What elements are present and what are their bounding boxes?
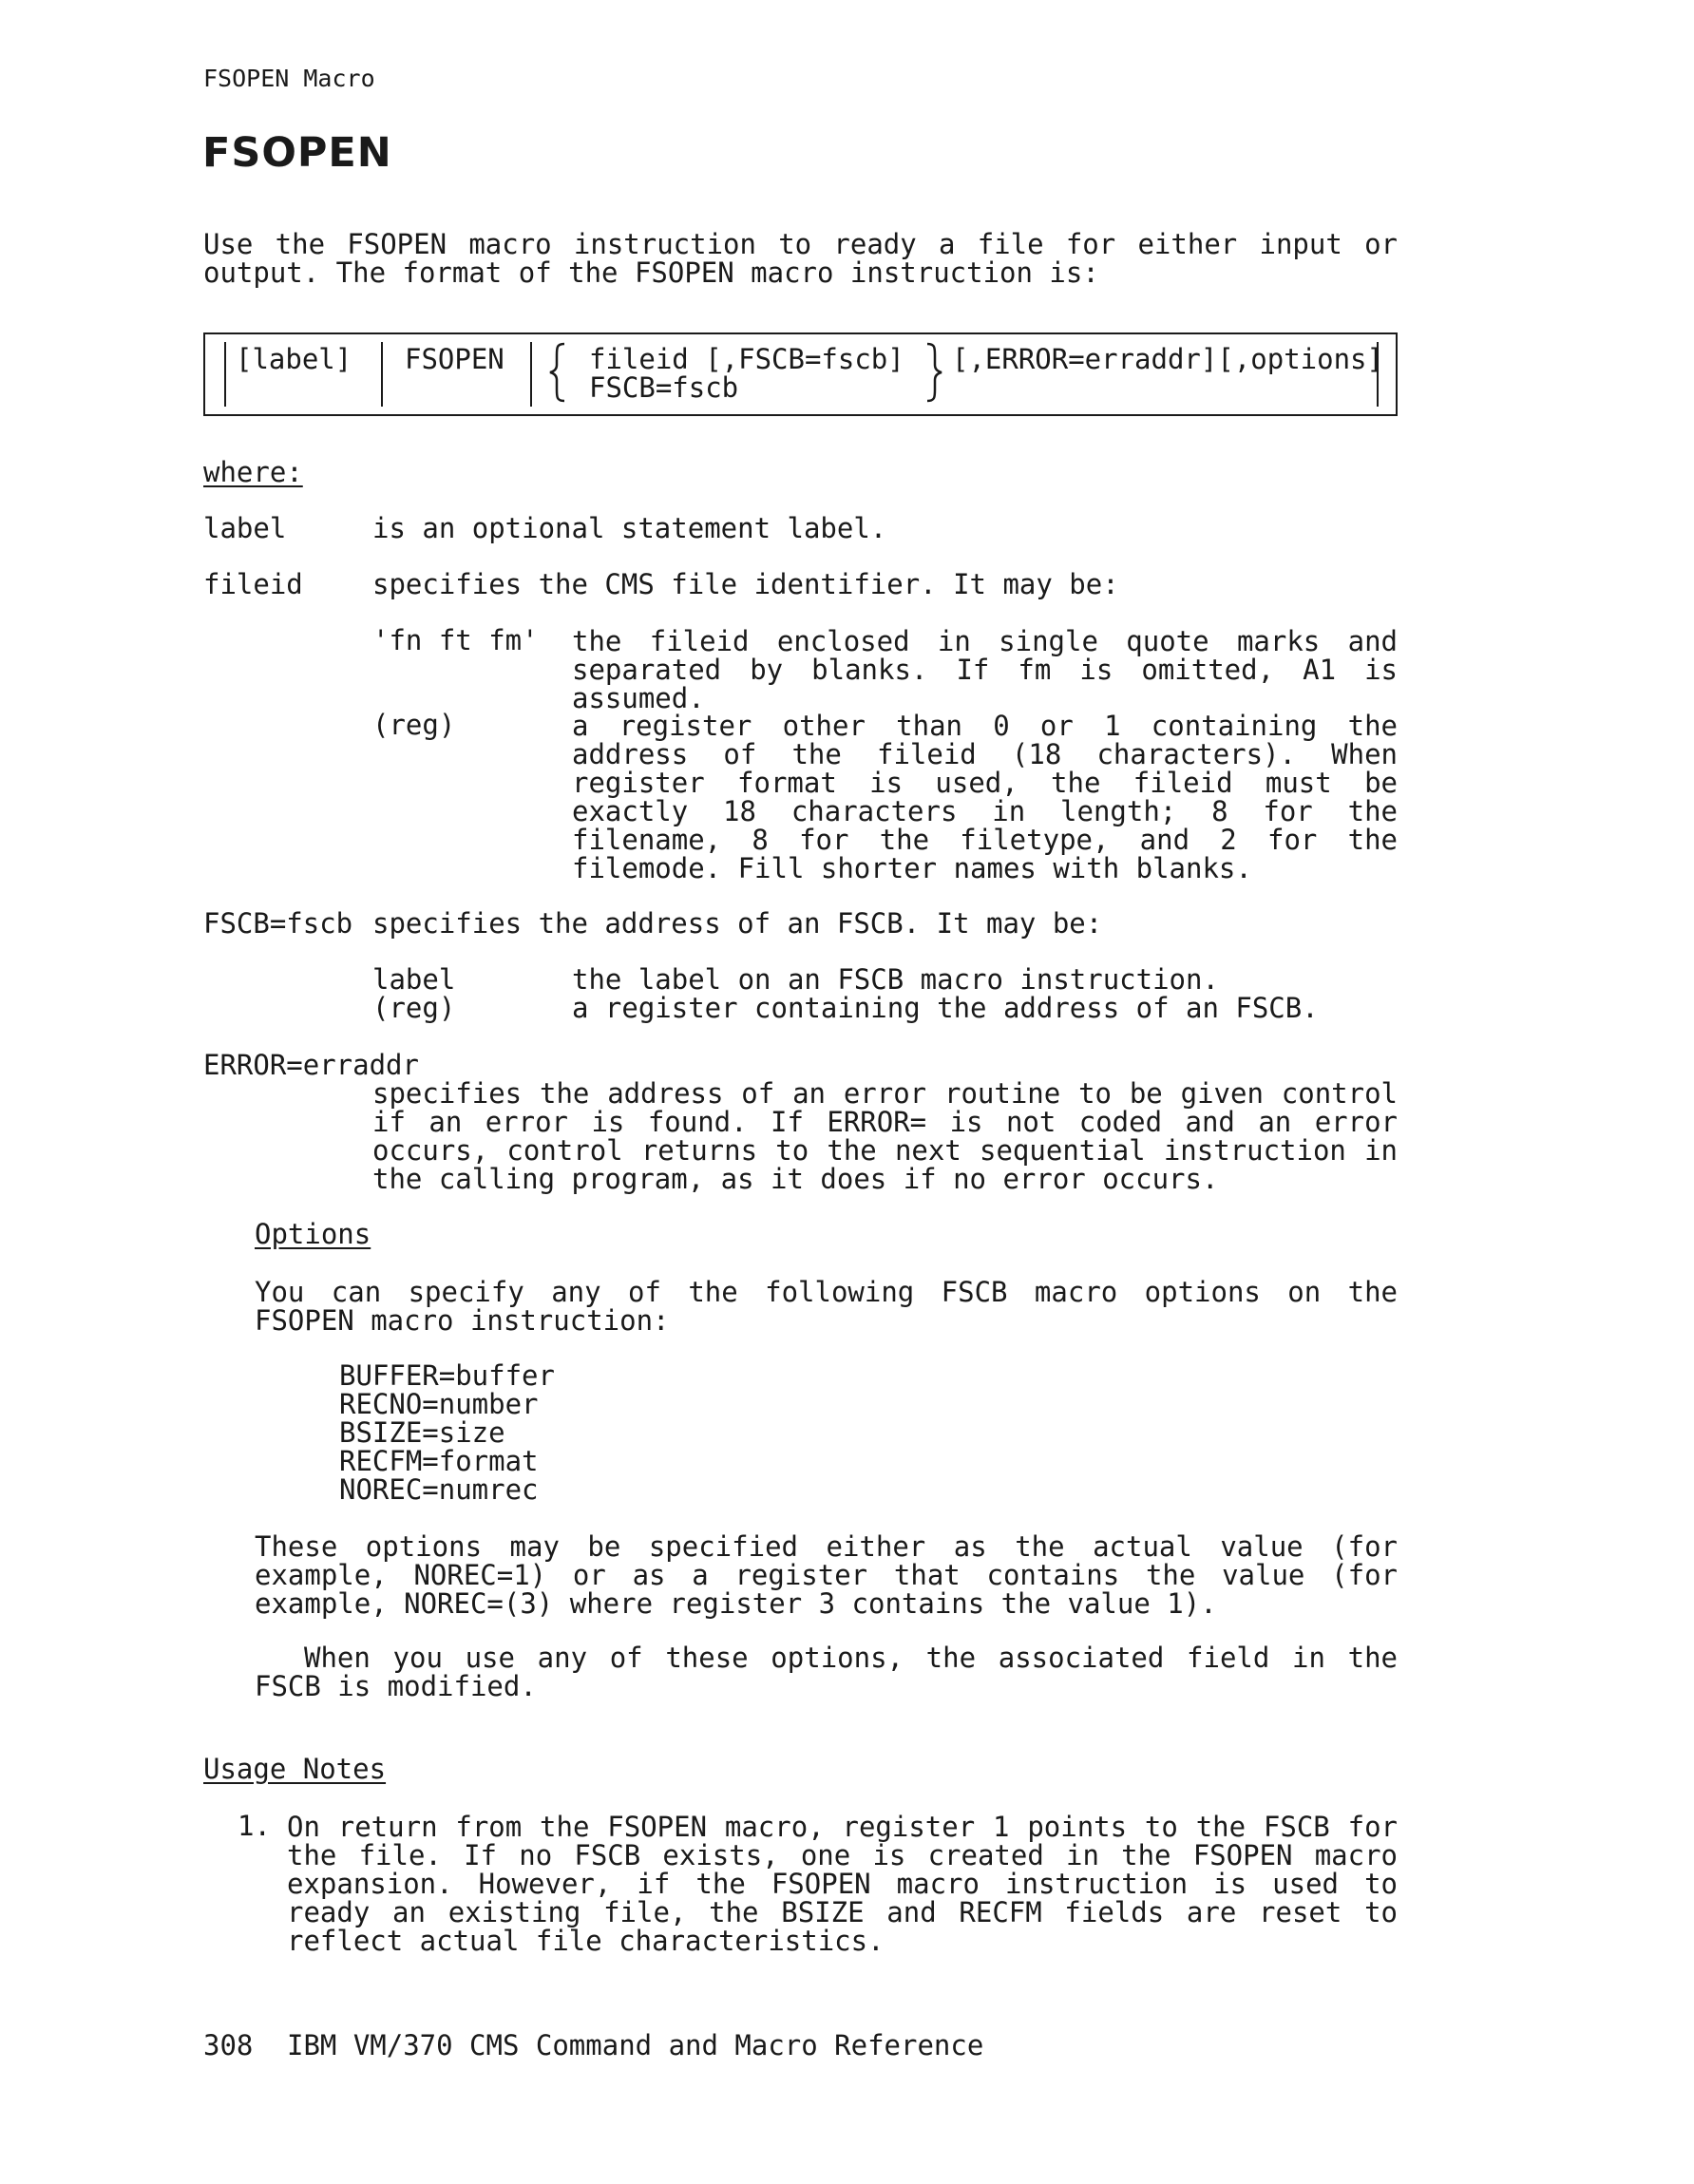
syntax-label: [label] — [236, 343, 352, 375]
option-item: NOREC=numrec — [339, 1473, 539, 1506]
intro-paragraph: Use the FSOPEN macro instruction to ready a file for either input or output. The format of the FSOPEN macro instruction is: — [203, 228, 1398, 289]
syntax-separator — [381, 342, 383, 407]
subparam-desc-reg: a register other than 0 or 1 containing the address of the fileid (18 characters). When register format is used, the fileid must be exactly 18 characters in length; 8 for the filename, 8 for the filetype, and 2 for the filemode. Fill shorter names with blanks. — [572, 710, 1398, 884]
param-term-error: ERROR=erraddr — [203, 1049, 419, 1081]
syntax-box — [203, 332, 1398, 416]
option-item: BSIZE=size — [339, 1416, 505, 1449]
subparam-term-quoted: 'fn ft fm' — [372, 624, 539, 656]
page-number: 308 — [203, 2029, 254, 2061]
option-item: BUFFER=buffer — [339, 1359, 555, 1392]
syntax-separator — [530, 342, 532, 407]
option-item: RECNO=number — [339, 1388, 539, 1420]
page-title: FSOPEN — [202, 129, 392, 177]
options-intro: You can specify any of the following FSCB macro options on the FSOPEN macro instruction: — [255, 1276, 1398, 1337]
running-header: FSOPEN Macro — [203, 65, 375, 92]
options-heading: Options — [255, 1218, 371, 1250]
syntax-operand-fscb: FSCB=fscb — [589, 371, 739, 404]
book-title: IBM VM/370 CMS Command and Macro Reference — [287, 2029, 984, 2061]
subparam-term-reg: (reg) — [372, 709, 456, 741]
syntax-operand-fileid: fileid [,FSCB=fscb] — [589, 343, 904, 375]
param-desc-error: specifies the address of an error routine to be given control if an error is found. If ERROR= is not coded and an error occurs, control returns to the next sequential instruction in the calling program, as it does if no error occurs. — [372, 1077, 1398, 1195]
subparam-desc-label: the label on an FSCB macro instruction. — [572, 963, 1219, 996]
param-desc-fscb: specifies the address of an FSCB. It may be: — [372, 907, 1103, 940]
subparam-desc-quoted: the fileid enclosed in single quote marks and separated by blanks. If fm is omitted, A1 is assumed. — [572, 625, 1398, 714]
syntax-left-brace — [547, 342, 568, 408]
option-item: RECFM=format — [339, 1445, 539, 1477]
where-label: where: — [203, 456, 303, 488]
subparam-term-fscb-reg: (reg) — [372, 992, 456, 1024]
options-modified-paragraph: When you use any of these options, the associated field in the FSCB is modified. — [255, 1642, 1398, 1702]
subparam-desc-fscb-reg: a register containing the address of an FSCB. — [572, 992, 1319, 1024]
options-paragraph: These options may be specified either as the actual value (for example, NOREC=1) or as a register that contains the value (for example, NOREC=(3) where register 3 contains the value 1). — [255, 1530, 1398, 1620]
param-term-fscb: FSCB=fscb — [203, 907, 353, 940]
subparam-term-label: label — [372, 963, 456, 996]
param-desc-label: is an optional statement label. — [372, 512, 887, 544]
usage-notes-heading: Usage Notes — [203, 1753, 387, 1785]
syntax-optional-operands: [,ERROR=erraddr][,options] — [952, 343, 1383, 375]
param-term-label: label — [203, 512, 287, 544]
syntax-separator — [224, 342, 226, 407]
usage-note-text: On return from the FSOPEN macro, register 1 points to the FSCB for the file. If no FSCB exists, one is created in the FSOPEN macro expansion. However, if the FSOPEN macro instruction is used to ready an existing file, the BSIZE and RECFM fields are reset to reflect actual file characteristics. — [287, 1811, 1398, 1957]
usage-note-number: 1. — [238, 1810, 271, 1842]
syntax-right-brace — [923, 342, 944, 408]
param-term-fileid: fileid — [203, 568, 303, 600]
syntax-operation: FSOPEN — [405, 343, 504, 375]
param-desc-fileid: specifies the CMS file identifier. It may be: — [372, 568, 1119, 600]
